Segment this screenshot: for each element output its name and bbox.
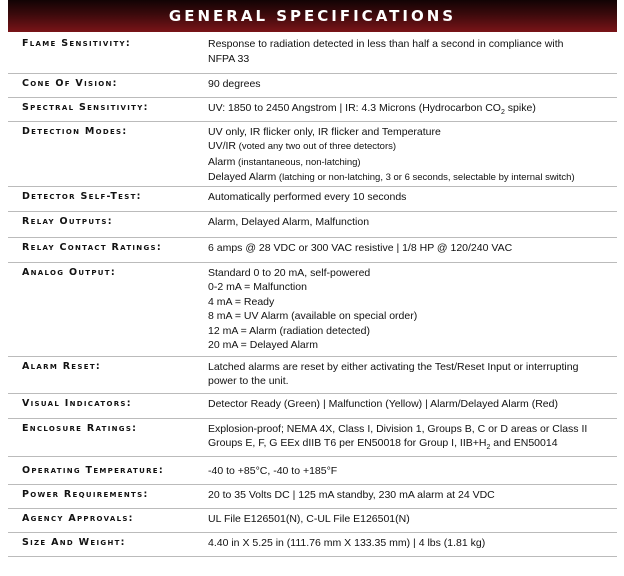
table-row: [8, 34, 617, 73]
table-row: [8, 97, 617, 121]
spec-value: Response to radiation detected in less than half a second in compliance with NFPA 33: [186, 34, 617, 73]
spec-label: Alarm Reset:: [8, 356, 186, 393]
spec-value: Detector Ready (Green) | Malfunction (Yellow) | Alarm/Delayed Alarm (Red): [186, 393, 617, 418]
table-row: [8, 121, 617, 186]
table-row: [8, 508, 617, 532]
spec-value: 6 amps @ 28 VDC or 300 VAC resistive | 1/8 HP @ 120/240 VAC: [186, 237, 617, 262]
spec-value: UV: 1850 to 2450 Angstrom | IR: 4.3 Microns (Hydrocarbon $CO_2$ spike): [186, 97, 617, 121]
spec-label: Size And Weight:: [8, 532, 186, 556]
spec-label: Spectral Sensitivity:: [8, 97, 186, 121]
spec-label: Relay Contact Ratings:: [8, 237, 186, 262]
spec-value: Explosion-proof; NEMA 4X, Class I, Division 1, Groups B, C or D areas or Class II Groups E, F, G EEx dIIB T6 per EN50018 for Group I, $IIB+H_2$ and EN50014: [186, 418, 617, 456]
table-row: [8, 484, 617, 508]
spec-value: 20 to 35 Volts DC | 125 mA standby, 230 mA alarm at 24 VDC: [186, 484, 617, 508]
spec-value: Standard 0 to 20 mA, self-powered 0-2 mA = Malfunction 4 mA = Ready 8 mA = UV Alarm (available on special order) 12 mA = Alarm (radiation detected) 20 mA = Delayed Alarm: [186, 262, 617, 356]
spec-value: -40 to +85°C, -40 to +185°F: [186, 456, 617, 484]
spec-value: UV only, IR flicker only, IR flicker and Temperature UV/IR (voted any two out of three detectors) Alarm (instantaneous, non-latching) Delayed Alarm (latching or non-latching, 3 or 6 seconds, selectable by internal switch): [186, 121, 617, 186]
spec-label: Detection Modes:: [8, 121, 186, 186]
spec-value: Latched alarms are reset by either activating the Test/Reset Input or interrupting power to the unit.: [186, 356, 617, 393]
table-row: [8, 237, 617, 262]
spec-label: Enclosure Ratings:: [8, 418, 186, 456]
table-row: [8, 262, 617, 356]
page-title: GENERAL SPECIFICATIONS: [168, 7, 457, 25]
spec-value: Alarm, Delayed Alarm, Malfunction: [186, 211, 617, 237]
spec-label: Detector Self-Test:: [8, 186, 186, 211]
table-row: [8, 73, 617, 97]
spec-header-banner: [8, 0, 617, 32]
table-row: [8, 456, 617, 484]
spec-label: Cone Of Vision:: [8, 73, 186, 97]
spec-value: 90 degrees: [186, 73, 617, 97]
spec-label: Agency Approvals:: [8, 508, 186, 532]
spec-value: 4.40 in X 5.25 in (111.76 mm X 133.35 mm) | 4 lbs (1.81 kg): [186, 532, 617, 556]
spec-value: UL File E126501(N), C-UL File E126501(N): [186, 508, 617, 532]
spec-label: Analog Output:: [8, 262, 186, 356]
table-row: [8, 356, 617, 393]
spec-label: Visual Indicators:: [8, 393, 186, 418]
spec-label: Operating Temperature:: [8, 456, 186, 484]
spec-table: [8, 34, 617, 557]
spec-value: Automatically performed every 10 seconds: [186, 186, 617, 211]
spec-label: Relay Outputs:: [8, 211, 186, 237]
spec-label: Flame Sensitivity:: [8, 34, 186, 73]
table-row: [8, 418, 617, 456]
table-row: [8, 532, 617, 556]
table-row: [8, 211, 617, 237]
table-row: [8, 393, 617, 418]
spec-label: Power Requirements:: [8, 484, 186, 508]
table-row: [8, 186, 617, 211]
